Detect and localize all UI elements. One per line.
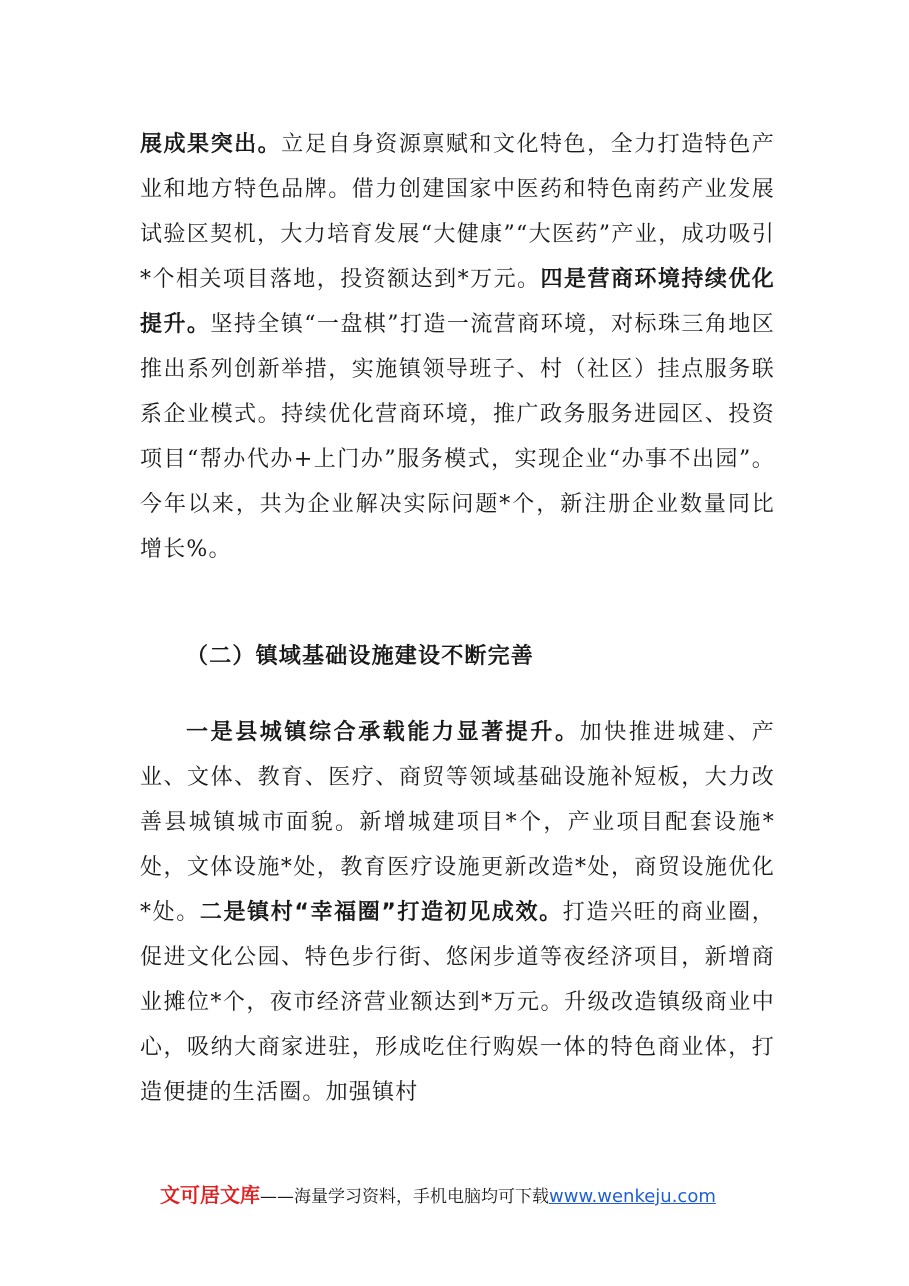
footer-link[interactable]: www.wenkeju.com <box>549 1186 716 1207</box>
paragraph-lead-bold: 一是县城镇综合承载能力显著提升。 <box>186 720 580 745</box>
paragraph-lead-bold: 二是镇村“幸福圈”打造初见成效。 <box>199 900 563 925</box>
paragraph-text: 坚持全镇“一盘棋”打造一流营商环境，对标珠三角地区推出系列创新举措，实施镇领导班子、村（社区）挂点服务联系企业模式。持续优化营商环境，推广政务服务进园区、投资项目“帮办代办+上门办”服务模式，实现企业“办事不出园”。今年以来，共为企业解决实际问题*个，新注册企业数量同比增长%。 <box>140 312 775 562</box>
paragraph-text: 加快推进城建、产业、文体、教育、医疗、商贸等领域基础设施补短板，大力改善县城镇城市面貌。新增城建项目*个，产业项目配套设施*处，文体设施*处，教育医疗设施更新改造*处，商贸设施优化*处。 <box>140 720 775 925</box>
paragraph-text: 立足自身资源禀赋和文化特色，全力打造特色产业和地方特色品牌。借力创建国家中医药和特色南药产业发展试验区契机，大力培育发展“大健康”“大医药”产业，成功吸引*个相关项目落地，投资额达到*万元。 <box>140 132 775 292</box>
footer-tagline: ——海量学习资料，手机电脑均可下载 <box>260 1187 549 1207</box>
page-footer <box>160 1181 716 1211</box>
body-paragraph <box>140 122 775 572</box>
paragraph-lead-bold: 展成果突出。 <box>140 132 282 157</box>
body-paragraph <box>140 710 775 1115</box>
footer-brand: 文可居文库 <box>160 1183 260 1207</box>
paragraph-text: 打造兴旺的商业圈，促进文化公园、特色步行街、悠闲步道等夜经济项目，新增商业摊位*个，夜市经济营业额达到*万元。升级改造镇级商业中心，吸纳大商家进驻，形成吃住行购娱一体的特色商业体，打造便捷的生活圈。加强镇村 <box>140 900 775 1105</box>
paragraph-lead-bold: 四是营商环境持续优化提升。 <box>140 267 775 337</box>
section-heading: （二）镇域基础设施建设不断完善 <box>186 643 535 669</box>
